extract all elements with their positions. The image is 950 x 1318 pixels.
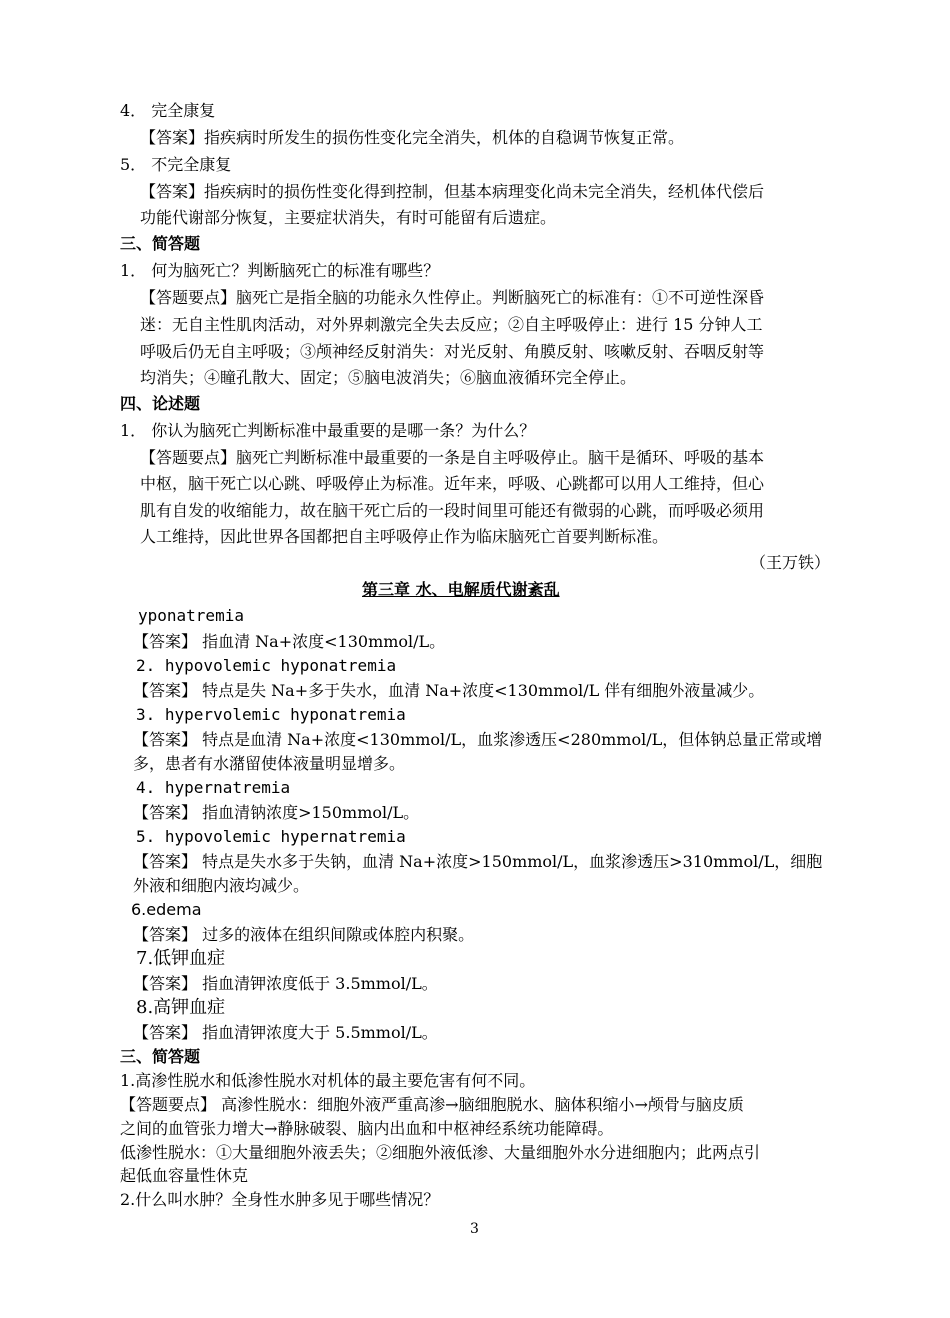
answer-text: 【答案】 特点是血清 Na+浓度<130mmol/L，血浆渗透压<280mmol/L，但体钠总量正常或增 <box>133 730 823 749</box>
question-heading: 1． 何为脑死亡？判断脑死亡的标准有哪些？ <box>120 261 440 280</box>
answer-text: 【答案】 过多的液体在组织间隙或体腔内积聚。 <box>133 925 475 944</box>
item-4-heading: 4． 完全康复 <box>120 101 216 120</box>
answer-text: 【答案】 指血清钠浓度>150mmol/L。 <box>133 803 420 822</box>
term-heading: 3. hypervolemic hyponatremia <box>136 705 406 724</box>
term-heading: 8.高钾血症 <box>136 997 226 1018</box>
term-heading: 5. hypovolemic hypernatremia <box>136 827 406 846</box>
item-5-heading: 5． 不完全康复 <box>120 155 232 174</box>
question-heading: 1． 你认为脑死亡判断标准中最重要的是哪一条？为什么？ <box>120 421 536 440</box>
answer-text-cont: 中枢，脑干死亡以心跳、呼吸停止为标准。近年来，呼吸、心跳都可以用人工维持，但心 <box>140 474 765 493</box>
answer-text-cont: 之间的血管张力增大→静脉破裂、脑内出血和中枢神经系统功能障碍。 <box>120 1119 614 1138</box>
answer-text: 低渗性脱水：①大量细胞外液丢失；②细胞外液低渗、大量细胞外水分进细胞内；此两点引 <box>120 1143 761 1162</box>
answer-text-cont: 人工维持，因此世界各国都把自主呼吸停止作为临床脑死亡首要判断标准。 <box>140 527 669 546</box>
answer-text: 【答案】指疾病时的损伤性变化得到控制，但基本病理变化尚未完全消失，经机体代偿后 <box>140 182 765 201</box>
term-heading: 6.edema <box>131 900 202 919</box>
section-heading: 四、论述题 <box>120 394 201 413</box>
term-heading: 2. hypovolemic hyponatremia <box>136 656 397 675</box>
page-number: 3 <box>470 1221 479 1237</box>
answer-text: 【答题要点】脑死亡是指全脑的功能永久性停止。判断脑死亡的标准有：①不可逆性深昏 <box>140 288 765 307</box>
answer-text-cont: 呼吸后仍无自主呼吸；③颅神经反射消失：对光反射、角膜反射、咳嗽反射、吞咽反射等 <box>140 342 765 361</box>
term-heading: 7.低钾血症 <box>136 948 226 969</box>
answer-text: 【答案】 特点是失水多于失钠，血清 Na+浓度>150mmol/L，血浆渗透压>310mmol/L，细胞 <box>133 852 823 871</box>
answer-text: 【答案】 指血清 Na+浓度<130mmol/L。 <box>133 632 446 651</box>
answer-text: 【答案】指疾病时所发生的损伤性变化完全消失，机体的自稳调节恢复正常。 <box>140 128 685 147</box>
answer-text: 【答案】 指血清钾浓度大于 5.5mmol/L。 <box>133 1023 438 1042</box>
question-heading: 2.什么叫水肿？全身性水肿多见于哪些情况？ <box>120 1190 440 1209</box>
answer-text-cont: 迷：无自主性肌肉活动，对外界刺激完全失去反应；②自主呼吸停止：进行 15 分钟人工 <box>140 315 763 334</box>
answer-text: 【答题要点】 高渗性脱水：细胞外液严重高渗→脑细胞脱水、脑体积缩小→颅骨与脑皮质 <box>120 1095 744 1114</box>
section-heading: 三、简答题 <box>120 1047 201 1066</box>
answer-text-cont: 功能代谢部分恢复，主要症状消失，有时可能留有后遗症。 <box>140 208 557 227</box>
section-heading: 三、简答题 <box>120 234 201 253</box>
term-heading: 4. hypernatremia <box>136 778 291 797</box>
answer-text-cont: 肌有自发的收缩能力，故在脑干死亡后的一段时间里可能还有微弱的心跳，而呼吸必须用 <box>140 501 765 520</box>
chapter-title: 第三章 水、电解质代谢紊乱 <box>362 580 560 599</box>
question-heading: 1.高渗性脱水和低渗性脱水对机体的最主要危害有何不同。 <box>120 1071 536 1090</box>
answer-text-cont: 均消失；④瞳孔散大、固定；⑤脑电波消失；⑥脑血液循环完全停止。 <box>140 368 637 387</box>
answer-text: 【答案】 特点是失 Na+多于失水，血清 Na+浓度<130mmol/L 伴有细胞外液量减少。 <box>133 681 765 700</box>
answer-text: 【答案】 指血清钾浓度低于 3.5mmol/L。 <box>133 974 438 993</box>
author-credit: （王万铁） <box>749 553 830 572</box>
answer-text-cont: 外液和细胞内液均减少。 <box>133 876 310 895</box>
answer-text: 【答题要点】脑死亡判断标准中最重要的一条是自主呼吸停止。脑干是循环、呼吸的基本 <box>140 448 765 467</box>
term-heading: yponatremia <box>138 606 244 625</box>
answer-text-cont: 多，患者有水潴留使体液量明显增多。 <box>133 754 406 773</box>
answer-text-cont: 起低血容量性休克 <box>120 1166 249 1185</box>
